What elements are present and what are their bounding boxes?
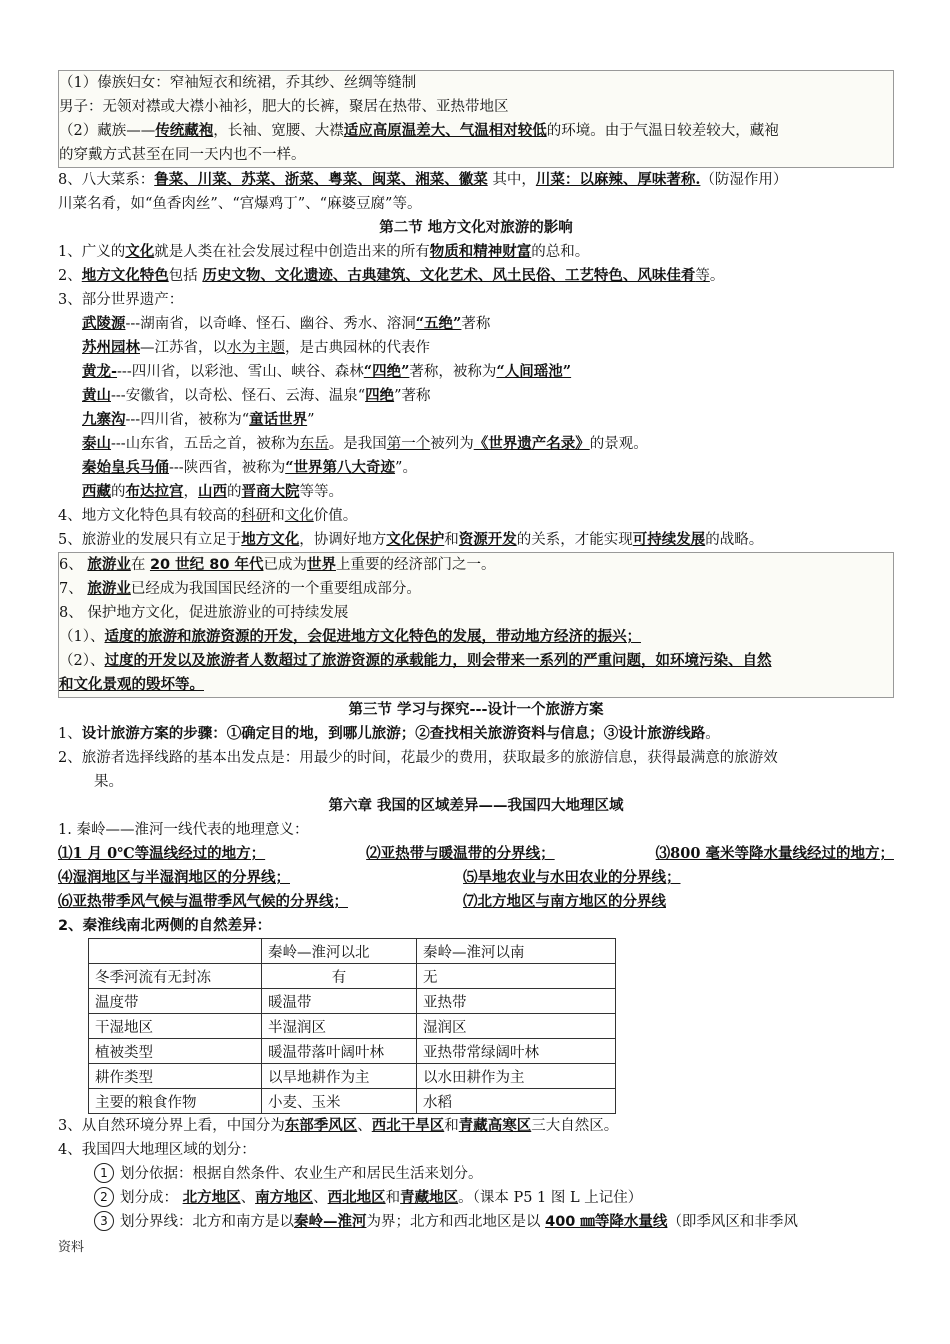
table-row (89, 1089, 616, 1114)
table-cell: 温度带 (89, 989, 262, 1014)
table-header-cell: 秦岭—淮河以北 (262, 939, 417, 964)
table-cell: 亚热带 (417, 989, 616, 1014)
table-cell: 冬季河流有无封冻 (89, 964, 262, 989)
table-cell: 暖温带落叶阔叶林 (262, 1039, 417, 1064)
table-cell: 小麦、玉米 (262, 1089, 417, 1114)
heritage-item-taishan: 泰山---山东省，五岳之首，被称为东岳。是我国第一个被列为《世界遗产名录》的景观。 (82, 435, 648, 452)
meaning-4: ⑷湿润地区与半湿润地区的分界线； (58, 869, 290, 886)
table-cell: 有 (262, 964, 417, 989)
meaning-row-3 (58, 890, 894, 914)
dai-men-line: 男子：无领对襟或大襟小袖衫，肥大的长裤，聚居在热带、亚热带地区 (59, 99, 509, 115)
table-cell: 暖温带 (262, 989, 417, 1014)
heritage-item-terracotta: 秦始皇兵马俑---陕西省，被称为“世界第八大奇迹”。 (82, 459, 417, 476)
table-cell: 水稻 (417, 1089, 616, 1114)
meaning-2: ⑵亚热带与暖温带的分界线； (366, 845, 555, 862)
sustainable-line: 5、旅游业的发展只有立足于地方文化，协调好地方文化保护和资源开发的关系，才能实现可持续发展的战略。 (58, 531, 764, 548)
table-row (89, 1014, 616, 1039)
local-culture-features: 2、地方文化特色包括 历史文物、文化遗迹、古典建筑、文化艺术、风土民俗、工艺特色、风味佳肴等。 (58, 267, 725, 284)
division-result-line: 2 划分成： 北方地区、南方地区、西北地区和青藏地区。（课本 P5 1 图 L 上记住） (58, 1186, 894, 1210)
meaning-5: ⑸旱地农业与水田农业的分界线； (463, 869, 681, 886)
meaning-7: ⑺北方地区与南方地区的分界线 (463, 893, 666, 910)
table-cell: 湿润区 (417, 1014, 616, 1039)
cuisine-line: 8、八大菜系：鲁菜、川菜、苏菜、浙菜、粤菜、闽菜、湘菜、徽菜 其中，川菜：以麻辣、厚味著称.（防湿作用） (58, 171, 788, 188)
meaning-6: ⑹亚热带季风气候与温带季风气候的分界线； (58, 893, 348, 910)
table-cell: 以旱地耕作为主 (262, 1064, 417, 1089)
table-row (89, 989, 616, 1014)
division-boundary-line: 3 划分界线：北方和南方是以秦岭—淮河为界；北方和西北地区是以 400 ㎜等降水量线（即季风区和非季风 (58, 1210, 894, 1234)
tibetan-line: （2）藏族——传统藏袍，长袖、宽腰、大襟适应高原温差大、气温相对较低的环境。由于气温日较差较大，藏袍 (59, 122, 779, 139)
table-cell: 亚热带常绿阔叶林 (417, 1039, 616, 1064)
cuisine-line-2: 川菜名肴，如“鱼香肉丝”、“宫爆鸡丁”、“麻婆豆腐”等。 (58, 196, 422, 212)
research-value-line: 4、地方文化特色具有较高的科研和文化价值。 (58, 508, 358, 524)
natural-regions-line: 3、从自然环境分界上看，中国分为东部季风区、西北干旱区和青藏高寒区三大自然区。 (58, 1117, 619, 1134)
ethnic-clothing-box (58, 70, 894, 168)
table-cell: 干湿地区 (89, 1014, 262, 1039)
plan-steps-line: 1、设计旅游方案的步骤：①确定目的地，到哪儿旅游；②查找相关旅游资料与信息；③设计旅游线路。 (58, 725, 720, 742)
heritage-item-huanglong: 黄龙----四川省，以彩池、雪山、峡谷、森林“四绝”著称，被称为“人间瑶池” (82, 363, 572, 380)
chapter-6-title: 第六章 我国的区域差异——我国四大地理区域 (328, 797, 624, 814)
table-header-cell: 秦岭—淮河以南 (417, 939, 616, 964)
tourism-box (58, 552, 894, 698)
north-south-diff-heading: 2、秦淮线南北两侧的自然差异： (58, 917, 272, 934)
route-principle-line: 2、旅游者选择线路的基本出发点是：用最少的时间，花最少的费用，获取最多的旅游信息，获得最满意的旅游效 (58, 750, 778, 766)
page-footer: 资料 (58, 1240, 85, 1255)
section-2-title: 第二节 地方文化对旅游的影响 (379, 219, 573, 236)
meaning-row-1 (58, 842, 894, 866)
meaning-row-2 (58, 866, 894, 890)
north-south-table (88, 938, 616, 1114)
table-row (89, 1039, 616, 1064)
dai-women-line: （1）傣族妇女：窄袖短衣和统裙，乔其纱、丝绸等缝制 (59, 75, 417, 91)
table-cell: 以水田耕作为主 (417, 1064, 616, 1089)
culture-definition: 1、广义的文化就是人类在社会发展过程中创造出来的所有物质和精神财富的总和。 (58, 243, 590, 260)
tourism-item-7: 7、 旅游业已经成为我国国民经济的一个重要组成部分。 (59, 580, 421, 597)
tourism-sub-2: （2）、过度的开发以及旅游者人数超过了旅游资源的承载能力，则会带来一系列的严重问题，如环境污染、自然 (59, 652, 772, 669)
circled-number: 2 (94, 1187, 114, 1207)
table-header-cell (89, 939, 262, 964)
meaning-1: ⑴1 月 0℃等温线经过的地方； (58, 845, 266, 862)
heritage-item-potala: 西藏的布达拉宫，山西的晋商大院等等。 (82, 483, 343, 500)
route-principle-line-2: 果。 (94, 774, 123, 790)
world-heritage-heading: 3、部分世界遗产： (58, 292, 184, 308)
tourism-item-6: 6、 旅游业在 20 世纪 80 年代已成为世界上重要的经济部门之一。 (59, 556, 496, 573)
table-row (89, 964, 616, 989)
table-header-row (89, 939, 616, 964)
heritage-item-jiuzhaigou: 九寨沟---四川省，被称为“童话世界” (82, 411, 315, 428)
tourism-sub-1: （1）、适度的旅游和旅游资源的开发，会促进地方文化特色的发展，带动地方经济的振兴； (59, 628, 641, 645)
circled-number: 3 (94, 1211, 114, 1231)
heritage-item-huangshan: 黄山---安徽省，以奇松、怪石、云海、温泉“四绝”著称 (82, 387, 431, 404)
qinling-meaning-heading: 1. 秦岭——淮河一线代表的地理意义： (58, 822, 309, 838)
table-cell: 无 (417, 964, 616, 989)
tourism-sub-2-cont: 和文化景观的毁坏等。 (59, 676, 204, 693)
heritage-item-wulingyuan: 武陵源---湖南省，以奇峰、怪石、幽谷、秀水、溶洞“五绝”著称 (82, 315, 491, 332)
table-cell: 半湿润区 (262, 1014, 417, 1039)
heritage-item-suzhou: 苏州园林—江苏省，以水为主题，是古典园林的代表作 (82, 339, 430, 356)
table-cell: 植被类型 (89, 1039, 262, 1064)
tourism-item-8: 8、 保护地方文化，促进旅游业的可持续发展 (59, 605, 349, 621)
table-row (89, 1064, 616, 1089)
document-page (58, 70, 894, 1234)
four-regions-heading: 4、我国四大地理区域的划分： (58, 1142, 256, 1158)
table-cell: 耕作类型 (89, 1064, 262, 1089)
meaning-3: ⑶800 毫米等降水量线经过的地方； (655, 845, 894, 862)
circled-number: 1 (94, 1163, 114, 1183)
tibetan-line-2: 的穿戴方式甚至在同一天内也不一样。 (59, 147, 306, 163)
section-3-title: 第三节 学习与探究---设计一个旅游方案 (348, 701, 604, 718)
division-basis-line: 1 划分依据：根据自然条件、农业生产和居民生活来划分。 (58, 1162, 894, 1186)
table-cell: 主要的粮食作物 (89, 1089, 262, 1114)
